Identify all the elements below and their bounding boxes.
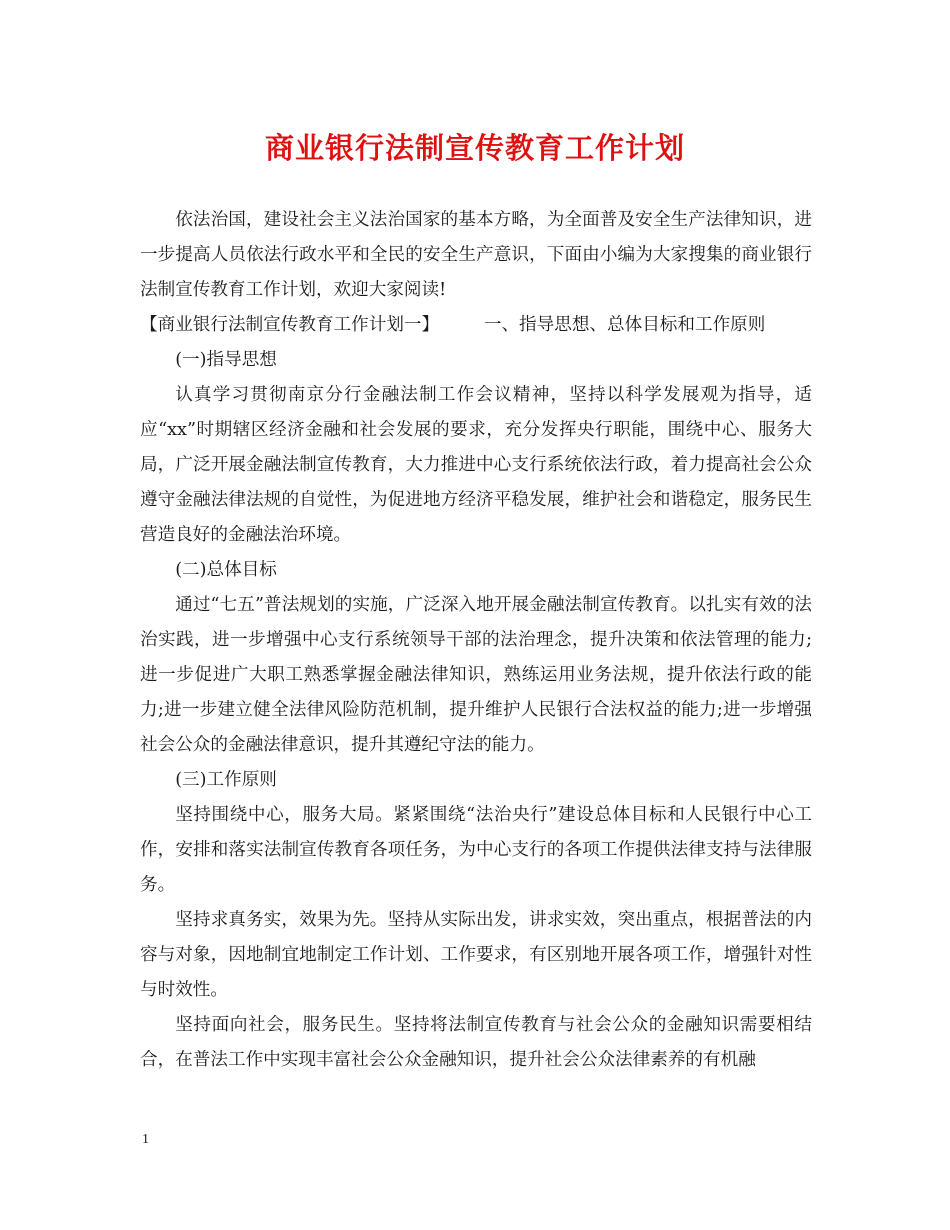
document-body (140, 203, 812, 1078)
principle-paragraph-1: 坚持围绕中心，服务大局。紧紧围绕“法治央行”建设总体目标和人民银行中心工作，安排和落实法制宣传教育各项任务，为中心支行的各项工作提供法律支持与法律服务。 (140, 805, 812, 895)
principle-paragraph-3: 坚持面向社会，服务民生。坚持将法制宣传教育与社会公众的金融知识需要相结合，在普法工作中实现丰富社会公众金融知识，提升社会公众法律素养的有机融 (140, 1015, 812, 1070)
principle-paragraph-2: 坚持求真务实，效果为先。坚持从实际出发，讲求实效，突出重点，根据普法的内容与对象，因地制宜地制定工作计划、工作要求，有区别地开展各项工作，增强针对性与时效性。 (140, 910, 812, 1000)
subsection-heading-work-principles: (三)工作原则 (175, 770, 277, 790)
plan-heading: 【商业银行法制宣传教育工作计划一】 (140, 315, 440, 335)
section-one-heading: 一、指导思想、总体目标和工作原则 (483, 315, 766, 335)
subsection-heading-overall-goals: (二)总体目标 (175, 560, 277, 580)
document-title: 商业银行法制宣传教育工作计划 (264, 131, 685, 165)
intro-paragraph: 依法治国，建设社会主义法治国家的基本方略，为全面普及安全生产法律知识，进一步提高人员依法行政水平和全民的安全生产意识，下面由小编为大家搜集的商业银行法制宣传教育工作计划，欢迎大家阅读! (140, 210, 812, 300)
guiding-ideology-paragraph: 认真学习贯彻南京分行金融法制工作会议精神，坚持以科学发展观为指导，适应“xx”时期辖区经济金融和社会发展的要求，充分发挥央行职能，围绕中心、服务大局，广泛开展金融法制宣传教育，大力推进中心支行系统依法行政，着力提高社会公众遵守金融法律法规的自觉性，为促进地方经济平稳发展，维护社会和谐稳定，服务民生营造良好的金融法治环境。 (140, 385, 812, 545)
page-number: 1 (142, 1132, 149, 1147)
plan-heading-line (140, 308, 812, 343)
subsection-heading-guiding-ideology: (一)指导思想 (175, 350, 277, 370)
overall-goals-paragraph: 通过“七五”普法规划的实施，广泛深入地开展金融法制宣传教育。以扎实有效的法治实践，进一步增强中心支行系统领导干部的法治理念，提升决策和依法管理的能力;进一步促进广大职工熟悉掌握金融法律知识，熟练运用业务法规，提升依法行政的能力;进一步建立健全法律风险防范机制，提升维护人民银行合法权益的能力;进一步增强社会公众的金融法律意识，提升其遵纪守法的能力。 (140, 595, 812, 755)
